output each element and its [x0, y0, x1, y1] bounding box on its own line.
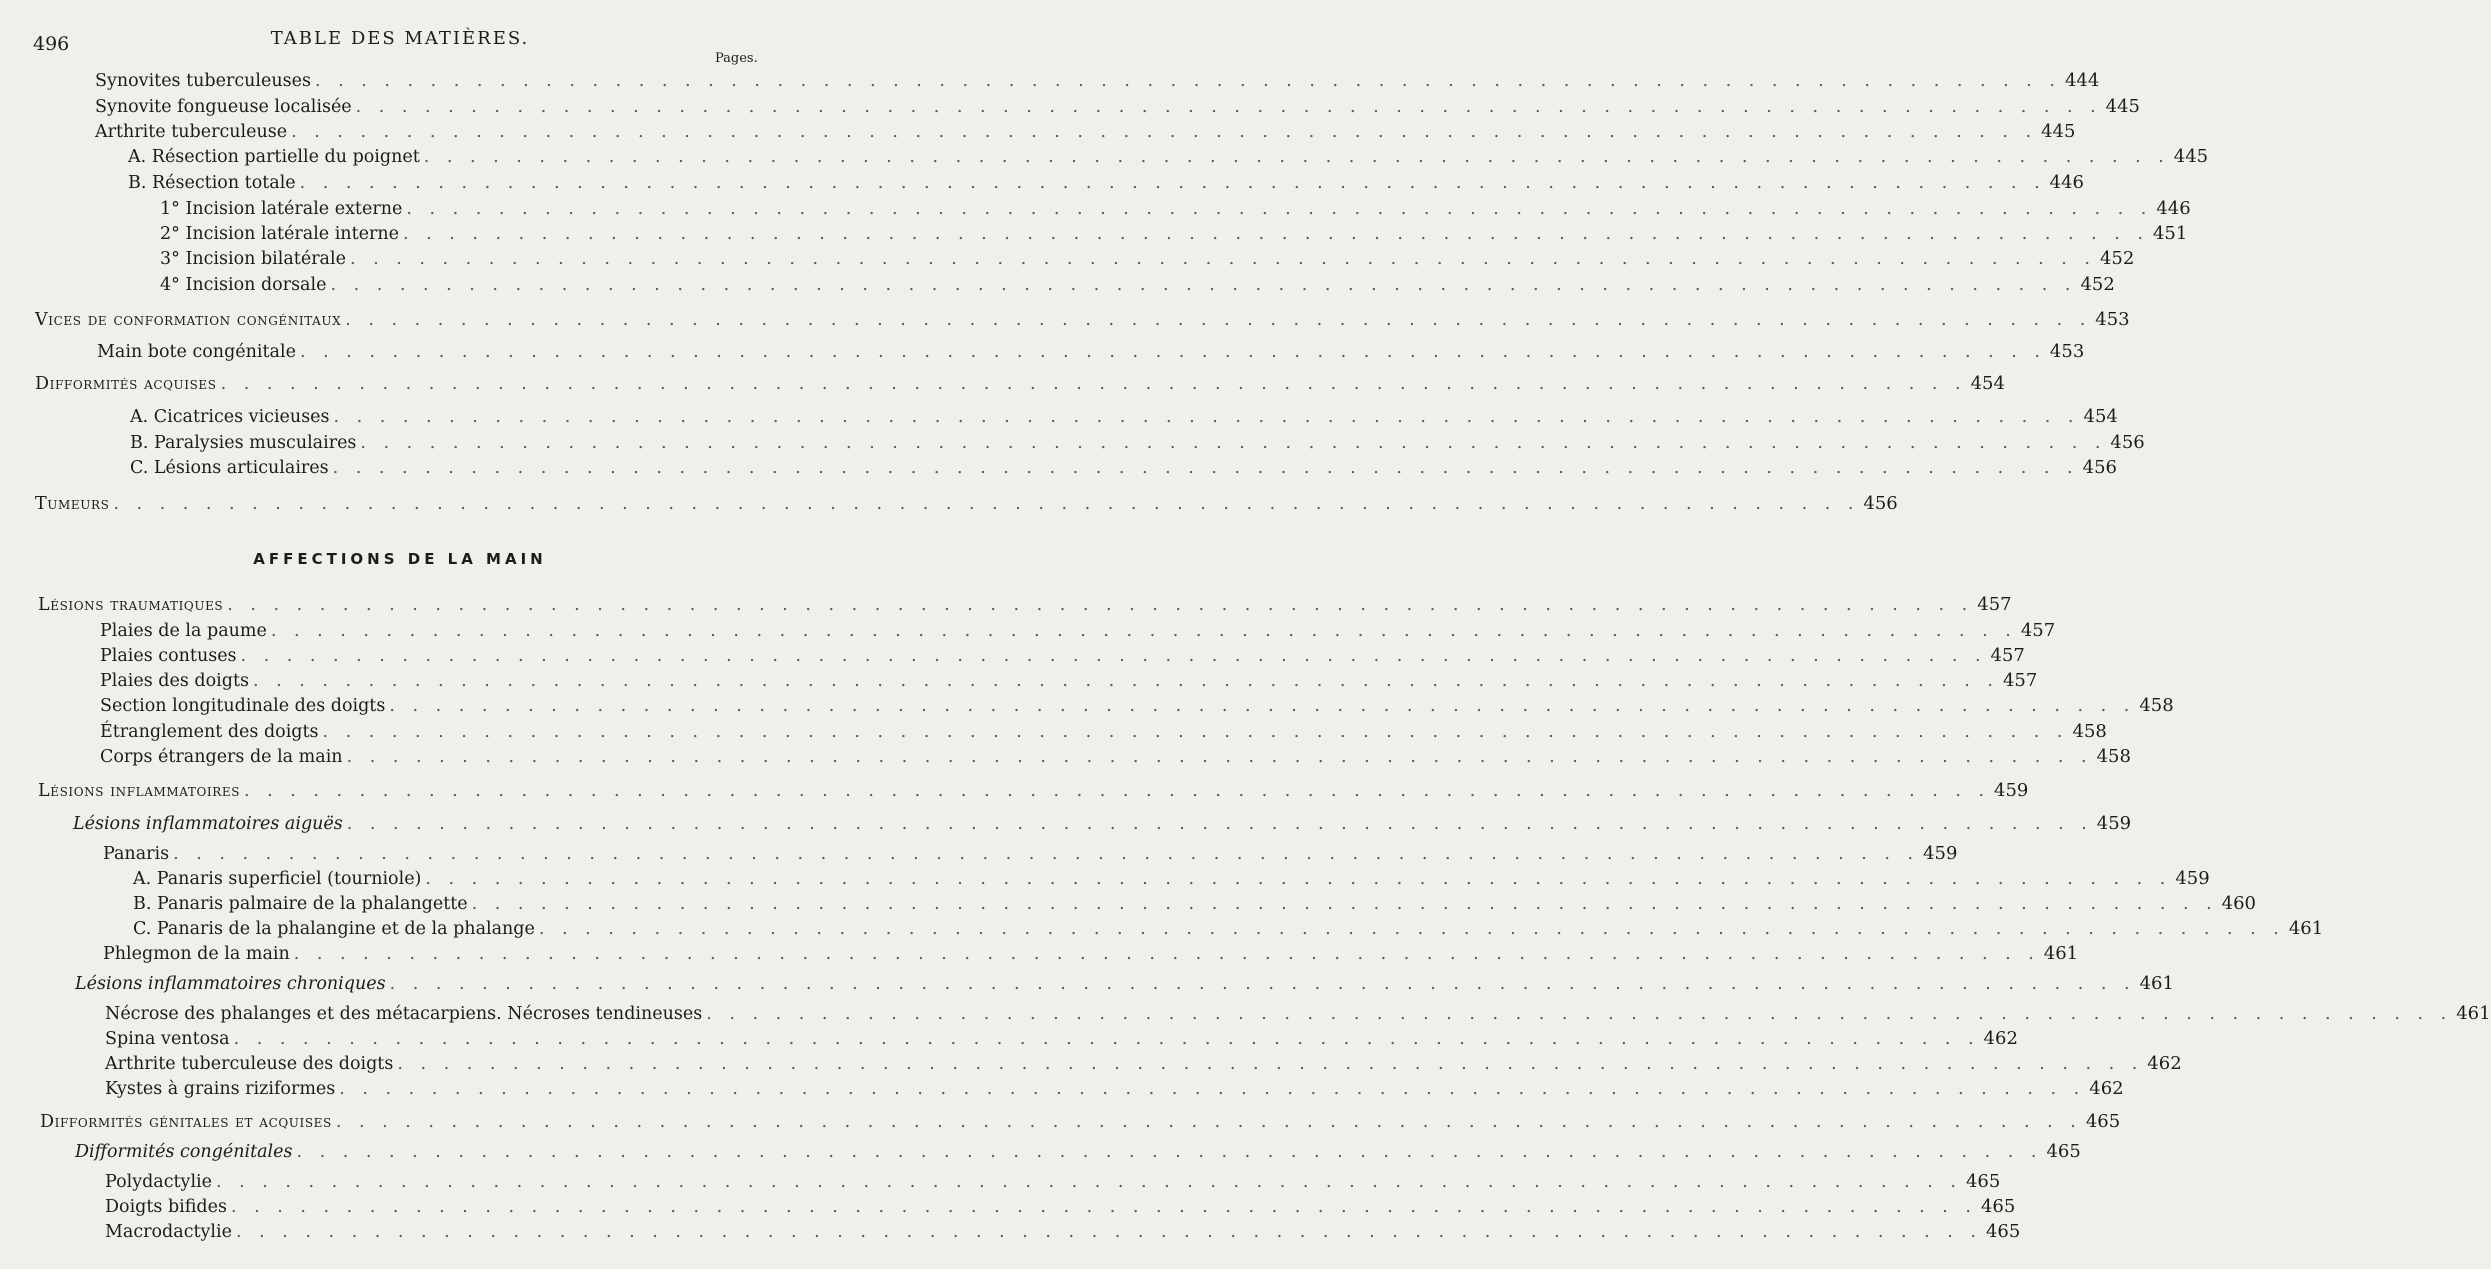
toc-entry-page: 446 — [2049, 172, 2084, 193]
toc-entry — [160, 223, 2188, 247]
dot-leader: . . . . . . . . . . . . . . . . . . . . . . . . . . . . . . . . . . . . . . . . . . . . . . . . . . . . . . . . . . . . . . . . . . . . . . . . . . . . — [706, 1004, 2453, 1024]
dot-leader: . . . . . . . . . . . . . . . . . . . . . . . . . . . . . . . . . . . . . . . . . . . . . . . . . . . . . . . . . . . . . . . . . . . . . . . . . . . . — [240, 646, 1987, 666]
toc-entry-title: A. Résection partielle du poignet — [128, 147, 420, 167]
toc-entry-page: 456 — [2110, 432, 2145, 453]
toc-entry — [95, 96, 2140, 120]
toc-entry-title: Synovite fongueuse localisée — [95, 97, 352, 117]
dot-leader: . . . . . . . . . . . . . . . . . . . . . . . . . . . . . . . . . . . . . . . . . . . . . . . . . . . . . . . . . . . . . . . . . . . . . . . . . . . . — [293, 944, 2040, 964]
toc-entry — [105, 1003, 2491, 1027]
toc-entry-page: 458 — [2139, 695, 2174, 716]
toc-entry-title: A. Panaris superficiel (tourniole) — [133, 869, 422, 889]
toc-entry-title: Section longitudinale des doigts — [100, 696, 386, 716]
toc-entry-title: 1° Incision latérale externe — [160, 199, 403, 219]
toc-entry-title: Plaies des doigts — [100, 671, 249, 691]
toc-entry — [38, 780, 2029, 804]
toc-entry-title: Synovites tuberculeuses — [95, 71, 311, 91]
toc-entry-title: C. Lésions articulaires — [130, 458, 329, 478]
toc-entry-title: Lésions inflammatoires aiguës — [73, 814, 343, 834]
toc-entry-page: 445 — [2105, 96, 2140, 117]
toc-entry — [105, 1196, 2016, 1220]
toc-entry-page: 462 — [2089, 1078, 2124, 1099]
toc-entry-title: Polydactylie — [105, 1172, 212, 1192]
toc-entry — [105, 1053, 2182, 1077]
toc-entry-title: Arthrite tuberculeuse — [95, 122, 288, 142]
toc-entry — [100, 721, 2107, 745]
dot-leader: . . . . . . . . . . . . . . . . . . . . . . . . . . . . . . . . . . . . . . . . . . . . . . . . . . . . . . . . . . . . . . . . . . . . . . . . . . . . — [252, 671, 1999, 691]
toc-entry-page: 459 — [2096, 813, 2132, 834]
toc-entry — [75, 973, 2174, 997]
toc-entry-title: 4° Incision dorsale — [160, 275, 327, 295]
dot-leader: . . . . . . . . . . . . . . . . . . . . . . . . . . . . . . . . . . . . . . . . . . . . . . . . . . . . . . . . . . . . . . . . . . . . . . . . . . . . — [346, 747, 2093, 767]
toc-entry — [133, 918, 2324, 942]
dot-leader: . . . . . . . . . . . . . . . . . . . . . . . . . . . . . . . . . . . . . . . . . . . . . . . . . . . . . . . . . . . . . . . . . . . . . . . . . . . . — [389, 696, 2136, 716]
dot-leader: . . . . . . . . . . . . . . . . . . . . . . . . . . . . . . . . . . . . . . . . . . . . . . . . . . . . . . . . . . . . . . . . . . . . . . . . . . . . — [322, 722, 2069, 742]
toc-entry — [95, 121, 2076, 145]
toc-entry-title: Panaris — [103, 844, 170, 864]
dot-leader: . . . . . . . . . . . . . . . . . . . . . . . . . . . . . . . . . . . . . . . . . . . . . . . . . . . . . . . . . . . . . . . . . . . . . . . . . . . . — [360, 433, 2107, 453]
dot-leader: . . . . . . . . . . . . . . . . . . . . . . . . . . . . . . . . . . . . . . . . . . . . . . . . . . . . . . . . . . . . . . . . . . . . . . . . . . . . — [296, 1142, 2043, 1162]
toc-entry — [160, 198, 2191, 222]
section-heading: AFFECTIONS DE LA MAIN — [253, 550, 547, 568]
dot-leader: . . . . . . . . . . . . . . . . . . . . . . . . . . . . . . . . . . . . . . . . . . . . . . . . . . . . . . . . . . . . . . . . . . . . . . . . . . . . — [425, 869, 2172, 889]
toc-entry — [130, 406, 2118, 430]
dot-leader: . . . . . . . . . . . . . . . . . . . . . . . . . . . . . . . . . . . . . . . . . . . . . . . . . . . . . . . . . . . . . . . . . . . . . . . . . . . . — [355, 97, 2102, 117]
pages-column-label: Pages. — [715, 51, 758, 66]
toc-entry-page: 458 — [2072, 721, 2107, 742]
dot-leader: . . . . . . . . . . . . . . . . . . . . . . . . . . . . . . . . . . . . . . . . . . . . . . . . . . . . . . . . . . . . . . . . . . . . . . . . . . . . — [220, 374, 1967, 394]
toc-entry — [133, 893, 2257, 917]
toc-entry-title: Spina ventosa — [105, 1029, 230, 1049]
dot-leader: . . . . . . . . . . . . . . . . . . . . . . . . . . . . . . . . . . . . . . . . . . . . . . . . . . . . . . . . . . . . . . . . . . . . . . . . . . . . — [349, 249, 2096, 269]
toc-entry-title: Corps étrangers de la main — [100, 747, 343, 767]
dot-leader: . . . . . . . . . . . . . . . . . . . . . . . . . . . . . . . . . . . . . . . . . . . . . . . . . . . . . . . . . . . . . . . . . . . . . . . . . . . . — [330, 275, 2077, 295]
toc-entry-page: 445 — [2041, 121, 2076, 142]
toc-entry-title: Main bote congénitale — [97, 342, 296, 362]
toc-entry-page: 461 — [2288, 918, 2324, 939]
toc-entry-title: C. Panaris de la phalangine et de la phalange — [133, 919, 535, 939]
dot-leader: . . . . . . . . . . . . . . . . . . . . . . . . . . . . . . . . . . . . . . . . . . . . . . . . . . . . . . . . . . . . . . . . . . . . . . . . . . . . — [113, 494, 1860, 514]
toc-entry-page: 461 — [2043, 943, 2079, 964]
toc-entry-title: Difformités congénitales — [75, 1142, 293, 1162]
toc-entry-title: B. Panaris palmaire de la phalangette — [133, 894, 468, 914]
dot-leader: . . . . . . . . . . . . . . . . . . . . . . . . . . . . . . . . . . . . . . . . . . . . . . . . . . . . . . . . . . . . . . . . . . . . . . . . . . . . — [233, 1029, 1980, 1049]
dot-leader: . . . . . . . . . . . . . . . . . . . . . . . . . . . . . . . . . . . . . . . . . . . . . . . . . . . . . . . . . . . . . . . . . . . . . . . . . . . . — [216, 1172, 1962, 1192]
toc-entry-page: 445 — [2173, 146, 2209, 167]
toc-entry-page: 459 — [1994, 780, 2029, 801]
toc-entry — [160, 248, 2135, 272]
toc-entry-title: Arthrite tuberculeuse des doigts — [105, 1054, 394, 1074]
toc-entry-title: Difformités acquises — [35, 374, 217, 394]
dot-leader: . . . . . . . . . . . . . . . . . . . . . . . . . . . . . . . . . . . . . . . . . . . . . . . . . . . . . . . . . . . . . . . . . . . . . . . . . . . . — [406, 199, 2153, 219]
dot-leader: . . . . . . . . . . . . . . . . . . . . . . . . . . . . . . . . . . . . . . . . . . . . . . . . . . . . . . . . . . . . . . . . . . . . . . . . . . . . — [314, 71, 2061, 91]
dot-leader: . . . . . . . . . . . . . . . . . . . . . . . . . . . . . . . . . . . . . . . . . . . . . . . . . . . . . . . . . . . . . . . . . . . . . . . . . . . . — [299, 173, 2046, 193]
toc-entry-page: 453 — [2095, 309, 2130, 330]
toc-entry — [105, 1171, 2001, 1195]
toc-entry-page: 465 — [2046, 1141, 2081, 1162]
toc-entry-page: 465 — [1980, 1196, 2016, 1217]
toc-entry-title: Tumeurs — [35, 494, 110, 514]
toc-entry-title: Plaies de la paume — [100, 621, 267, 641]
dot-leader: . . . . . . . . . . . . . . . . . . . . . . . . . . . . . . . . . . . . . . . . . . . . . . . . . . . . . . . . . . . . . . . . . . . . . . . . . . . . — [332, 458, 2079, 478]
toc-entry — [128, 146, 2209, 170]
toc-entry-page: 458 — [2096, 746, 2131, 767]
dot-leader: . . . . . . . . . . . . . . . . . . . . . . . . . . . . . . . . . . . . . . . . . . . . . . . . . . . . . . . . . . . . . . . . . . . . . . . . . . . . — [227, 595, 1974, 615]
dot-leader: . . . . . . . . . . . . . . . . . . . . . . . . . . . . . . . . . . . . . . . . . . . . . . . . . . . . . . . . . . . . . . . . . . . . . . . . . . . . — [389, 974, 2136, 994]
toc-entry — [100, 746, 2131, 770]
toc-entry — [35, 309, 2130, 333]
dot-leader: . . . . . . . . . . . . . . . . . . . . . . . . . . . . . . . . . . . . . . . . . . . . . . . . . . . . . . . . . . . . . . . . . . . . . . . . . . . . — [423, 147, 2170, 167]
toc-entry — [73, 813, 2132, 837]
toc-entry-page: 462 — [2147, 1053, 2182, 1074]
page-number: 496 — [33, 33, 70, 55]
running-head: TABLE DES MATIÈRES. — [270, 28, 530, 49]
toc-entry-page: 446 — [2156, 198, 2191, 219]
dot-leader: . . . . . . . . . . . . . . . . . . . . . . . . . . . . . . . . . . . . . . . . . . . . . . . . . . . . . . . . . . . . . . . . . . . . . . . . . . . . — [235, 1222, 1982, 1242]
toc-entry-page: 457 — [2002, 670, 2038, 691]
toc-entry-title: Vices de conformation congénitaux — [35, 310, 342, 330]
toc-entry-title: Phlegmon de la main — [103, 944, 290, 964]
toc-entry-title: B. Résection totale — [128, 173, 296, 193]
toc-entry — [130, 432, 2145, 456]
dot-leader: . . . . . . . . . . . . . . . . . . . . . . . . . . . . . . . . . . . . . . . . . . . . . . . . . . . . . . . . . . . . . . . . . . . . . . . . . . . . — [538, 919, 2285, 939]
toc-entry — [100, 645, 2025, 669]
toc-entry-page: 444 — [2064, 70, 2100, 91]
toc-entry-page: 460 — [2221, 893, 2257, 914]
dot-leader: . . . . . . . . . . . . . . . . . . . . . . . . . . . . . . . . . . . . . . . . . . . . . . . . . . . . . . . . . . . . . . . . . . . . . . . . . . . . — [333, 407, 2080, 427]
dot-leader: . . . . . . . . . . . . . . . . . . . . . . . . . . . . . . . . . . . . . . . . . . . . . . . . . . . . . . . . . . . . . . . . . . . . . . . . . . . . — [244, 781, 1991, 801]
toc-entry-page: 454 — [2083, 406, 2118, 427]
toc-entry-page: 456 — [2082, 457, 2117, 478]
toc-entry — [105, 1028, 2018, 1052]
toc-entry — [100, 670, 2038, 694]
toc-entry — [103, 943, 2079, 967]
toc-entry-page: 465 — [1985, 1221, 2021, 1242]
toc-entry-page: 452 — [2080, 274, 2115, 295]
toc-entry-title: Plaies contuses — [100, 646, 237, 666]
toc-entry-title: Nécrose des phalanges et des métacarpiens. Nécroses tendineuses — [105, 1004, 703, 1024]
dot-leader: . . . . . . . . . . . . . . . . . . . . . . . . . . . . . . . . . . . . . . . . . . . . . . . . . . . . . . . . . . . . . . . . . . . . . . . . . . . . — [402, 224, 2149, 244]
dot-leader: . . . . . . . . . . . . . . . . . . . . . . . . . . . . . . . . . . . . . . . . . . . . . . . . . . . . . . . . . . . . . . . . . . . . . . . . . . . . — [270, 621, 2017, 641]
toc-entry — [103, 843, 1958, 867]
toc-entry-title: Lésions inflammatoires chroniques — [75, 974, 386, 994]
toc-entry — [40, 1111, 2121, 1135]
toc-entry-page: 459 — [2175, 868, 2210, 889]
dot-leader: . . . . . . . . . . . . . . . . . . . . . . . . . . . . . . . . . . . . . . . . . . . . . . . . . . . . . . . . . . . . . . . . . . . . . . . . . . . . — [339, 1079, 2086, 1099]
toc-entry-title: Lésions inflammatoires — [38, 781, 241, 801]
toc-entry — [75, 1141, 2081, 1165]
toc-entry-title: A. Cicatrices vicieuses — [130, 407, 330, 427]
toc-entry — [97, 341, 2085, 365]
toc-entry-title: Kystes à grains riziformes — [105, 1079, 336, 1099]
toc-entry-page: 465 — [2085, 1111, 2121, 1132]
toc-entry-page: 461 — [2456, 1003, 2491, 1024]
toc-entry — [105, 1078, 2124, 1102]
toc-entry — [38, 594, 2012, 618]
toc-entry-page: 459 — [1923, 843, 1958, 864]
dot-leader: . . . . . . . . . . . . . . . . . . . . . . . . . . . . . . . . . . . . . . . . . . . . . . . . . . . . . . . . . . . . . . . . . . . . . . . . . . . . — [345, 310, 2092, 330]
dot-leader: . . . . . . . . . . . . . . . . . . . . . . . . . . . . . . . . . . . . . . . . . . . . . . . . . . . . . . . . . . . . . . . . . . . . . . . . . . . . — [346, 814, 2093, 834]
toc-entry-title: 3° Incision bilatérale — [160, 249, 346, 269]
dot-leader: . . . . . . . . . . . . . . . . . . . . . . . . . . . . . . . . . . . . . . . . . . . . . . . . . . . . . . . . . . . . . . . . . . . . . . . . . . . . — [291, 122, 2038, 142]
toc-entry-page: 451 — [2152, 223, 2188, 244]
toc-entry — [35, 373, 2005, 397]
toc-entry — [105, 1221, 2021, 1245]
toc-entry — [160, 274, 2115, 298]
toc-entry — [35, 493, 1898, 517]
dot-leader: . . . . . . . . . . . . . . . . . . . . . . . . . . . . . . . . . . . . . . . . . . . . . . . . . . . . . . . . . . . . . . . . . . . . . . . . . . . . — [397, 1054, 2144, 1074]
toc-entry-title: Difformités génitales et acquises — [40, 1112, 332, 1132]
toc-entry-page: 456 — [1863, 493, 1898, 514]
toc-entry — [133, 868, 2210, 892]
toc-entry-page: 453 — [2049, 341, 2085, 362]
toc-entry-page: 461 — [2139, 973, 2174, 994]
toc-entry-page: 457 — [1990, 645, 2025, 666]
toc-entry-page: 457 — [2020, 620, 2056, 641]
toc-entry — [95, 70, 2100, 94]
toc-entry-title: Étranglement des doigts — [100, 722, 319, 742]
toc-entry-title: B. Paralysies musculaires — [130, 433, 357, 453]
dot-leader: . . . . . . . . . . . . . . . . . . . . . . . . . . . . . . . . . . . . . . . . . . . . . . . . . . . . . . . . . . . . . . . . . . . . . . . . . . . . — [335, 1112, 2082, 1132]
dot-leader: . . . . . . . . . . . . . . . . . . . . . . . . . . . . . . . . . . . . . . . . . . . . . . . . . . . . . . . . . . . . . . . . . . . . . . . . . . . . — [230, 1197, 1977, 1217]
toc-entry — [130, 457, 2117, 481]
toc-entry — [128, 172, 2084, 196]
dot-leader: . . . . . . . . . . . . . . . . . . . . . . . . . . . . . . . . . . . . . . . . . . . . . . . . . . . . . . . . . . . . . . . . . . . . . . . . . . . . — [299, 342, 2046, 362]
toc-entry-title: 2° Incision latérale interne — [160, 224, 399, 244]
toc-entry-title: Macrodactylie — [105, 1222, 232, 1242]
toc-entry-title: Lésions traumatiques — [38, 595, 224, 615]
dot-leader: . . . . . . . . . . . . . . . . . . . . . . . . . . . . . . . . . . . . . . . . . . . . . . . . . . . . . . . . . . . . . . . . . . . . . . . . . . . . — [173, 844, 1920, 864]
toc-entry — [100, 620, 2056, 644]
toc-entry-page: 457 — [1977, 594, 2012, 615]
dot-leader: . . . . . . . . . . . . . . . . . . . . . . . . . . . . . . . . . . . . . . . . . . . . . . . . . . . . . . . . . . . . . . . . . . . . . . . . . . . . — [471, 894, 2218, 914]
toc-entry-title: Doigts bifides — [105, 1197, 227, 1217]
toc-entry — [100, 695, 2174, 719]
toc-entry-page: 462 — [1983, 1028, 2018, 1049]
toc-entry-page: 452 — [2099, 248, 2135, 269]
toc-entry-page: 454 — [1970, 373, 2005, 394]
toc-entry-page: 465 — [1965, 1171, 2001, 1192]
